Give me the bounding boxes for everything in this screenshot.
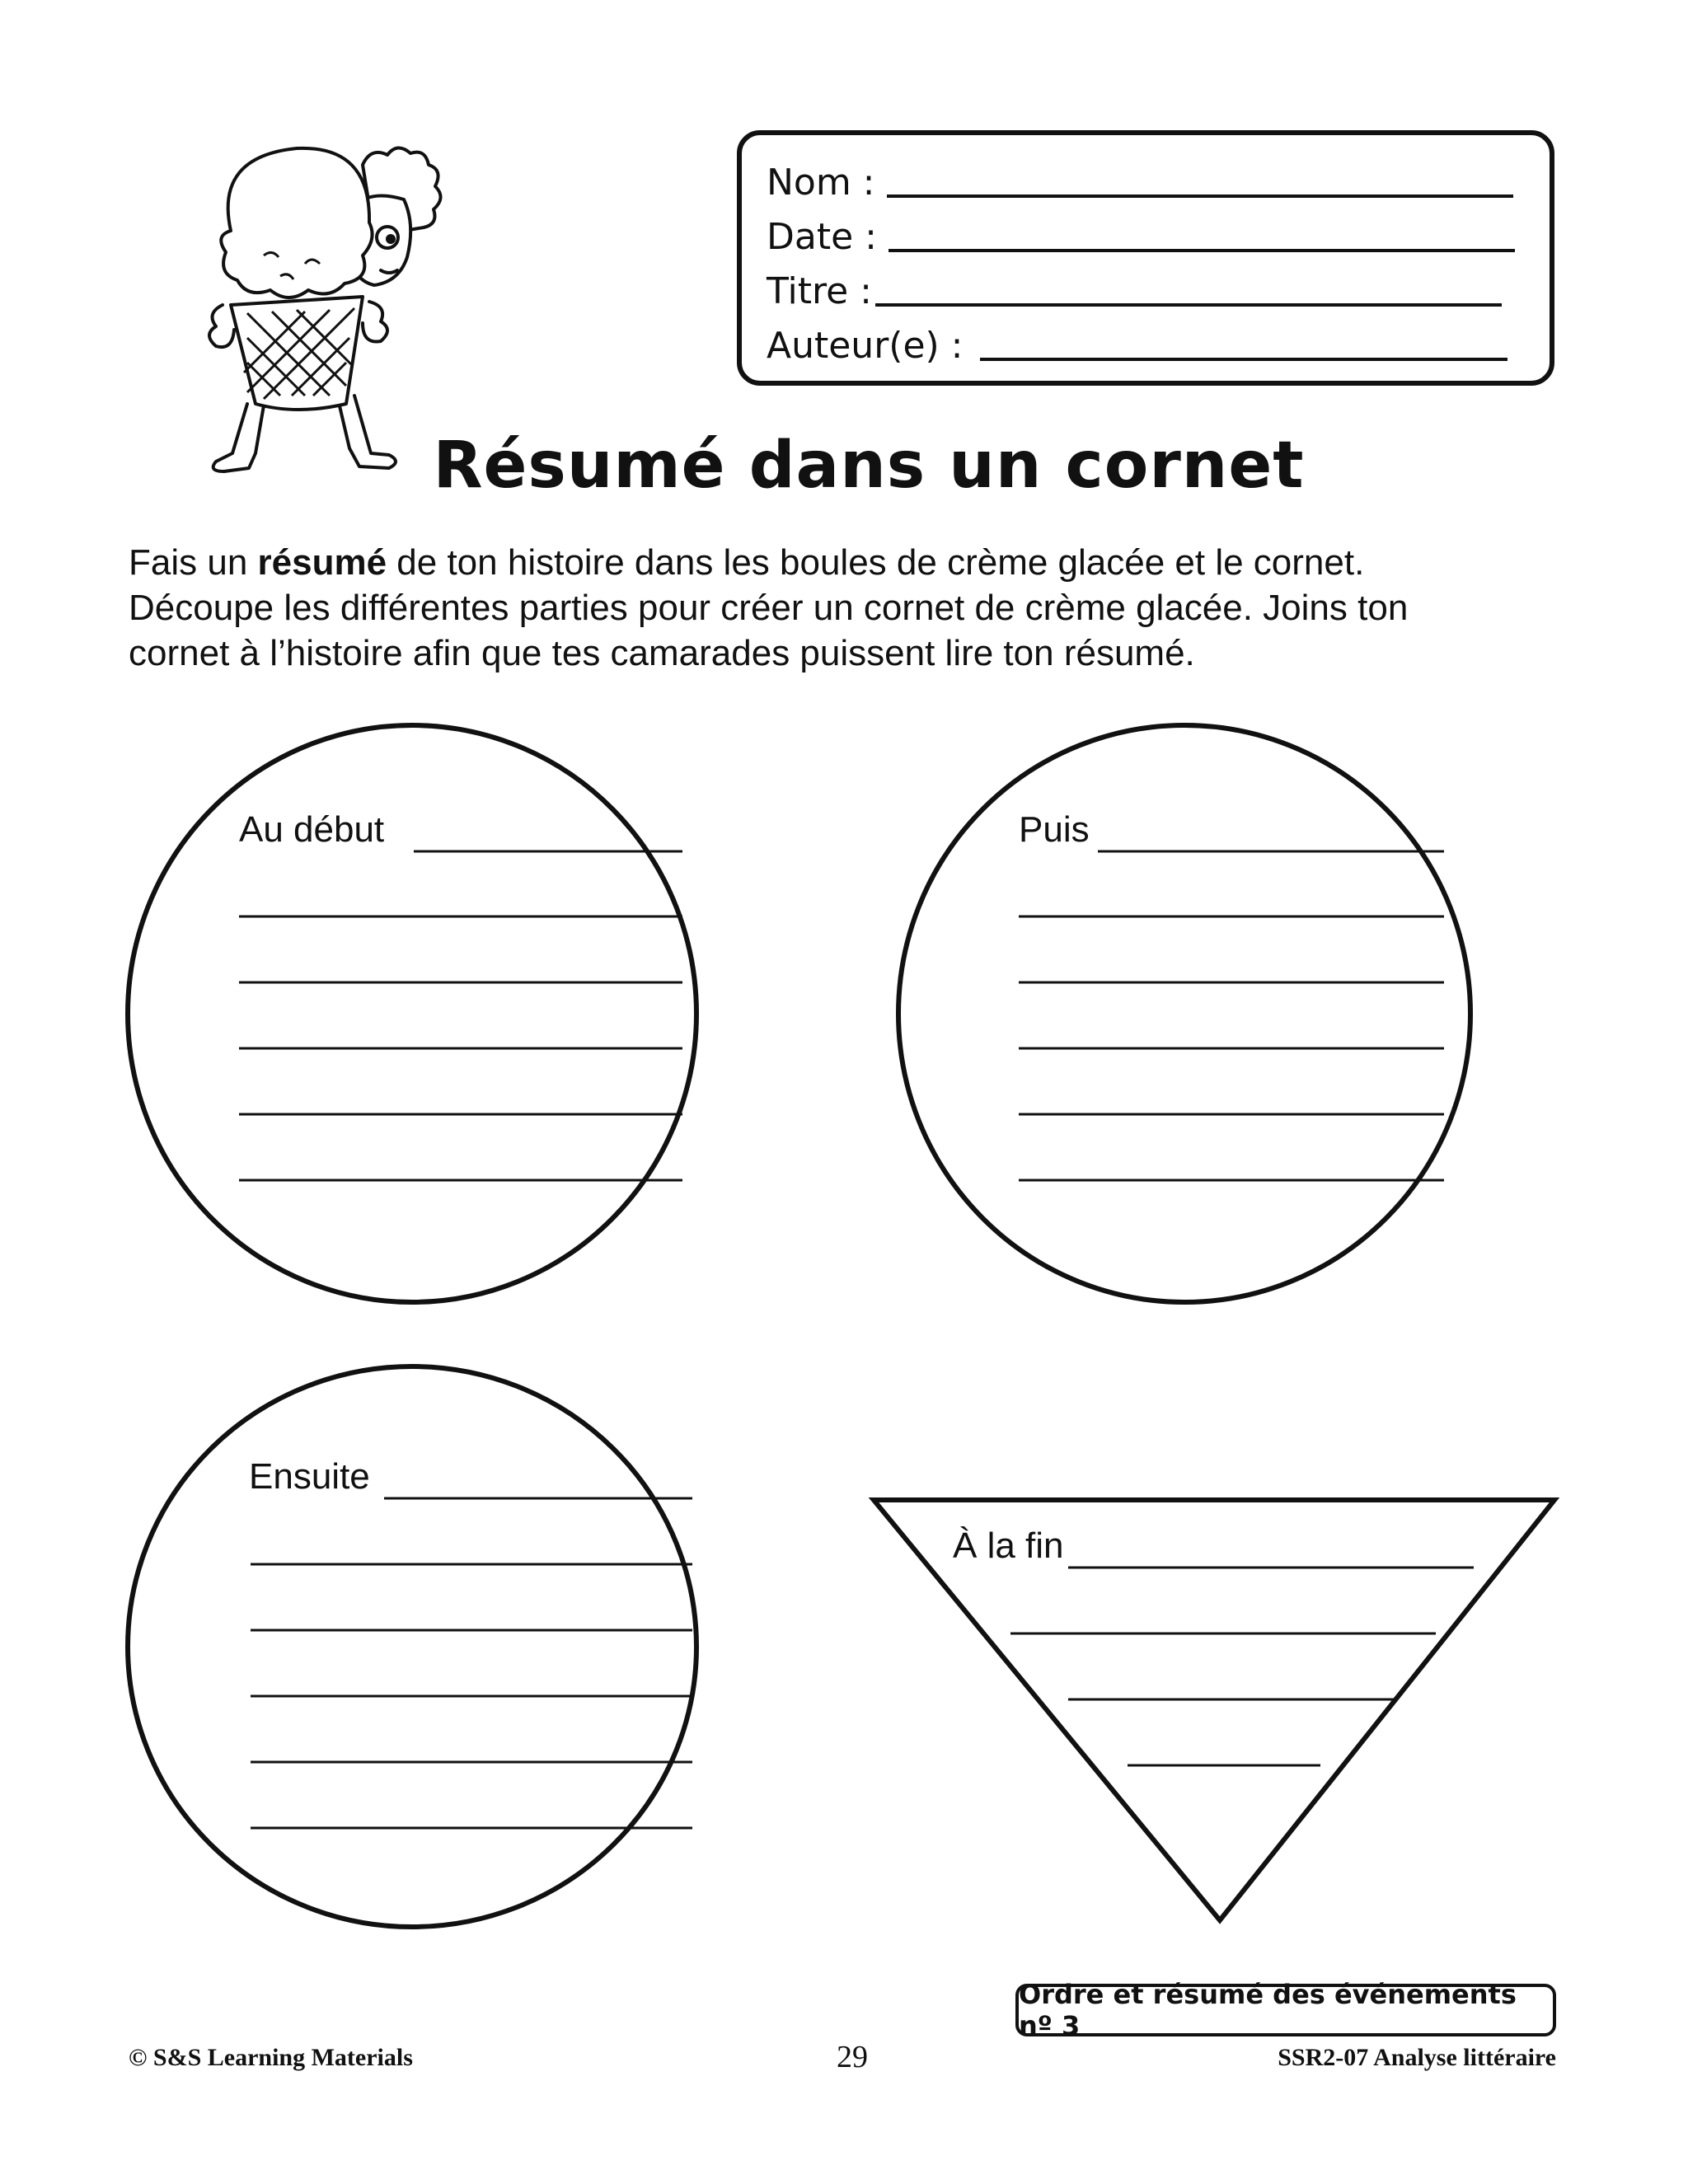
instructions-bold-word: résumé	[257, 542, 387, 583]
page-number: 29	[837, 2040, 868, 2074]
scoop-1-outline	[128, 725, 696, 1302]
scoop-3-label: Ensuite	[249, 1456, 370, 1497]
section-badge: Ordre et résumé des événements nº 3	[1015, 1984, 1556, 2036]
instructions-line-2: Découpe les différentes parties pour créer un cornet de crème glacée. Joins ton	[129, 588, 1409, 628]
name-label: Nom :	[767, 162, 875, 204]
instructions-text: de ton histoire dans les boules de crème glacée et le cornet.	[387, 542, 1365, 583]
scoop-2-label: Puis	[1019, 809, 1090, 850]
series-code: SSR2-07 Analyse littéraire	[1278, 2044, 1556, 2071]
title-label: Titre :	[767, 270, 873, 312]
page-title: Résumé dans un cornet	[433, 429, 1305, 503]
instructions-text: Fais un	[129, 542, 258, 583]
scoop-3-outline	[128, 1366, 696, 1927]
author-label: Auteur(e) :	[767, 325, 964, 367]
scoop-2-outline	[898, 725, 1470, 1302]
date-label: Date :	[767, 216, 877, 258]
instructions-line-3: cornet à l’histoire afin que tes camarades puissent lire ton résumé.	[129, 633, 1195, 673]
scoop-1-label: Au début	[239, 809, 385, 850]
cone-label: À la fin	[953, 1526, 1064, 1566]
copyright: © S&S Learning Materials	[129, 2044, 413, 2071]
